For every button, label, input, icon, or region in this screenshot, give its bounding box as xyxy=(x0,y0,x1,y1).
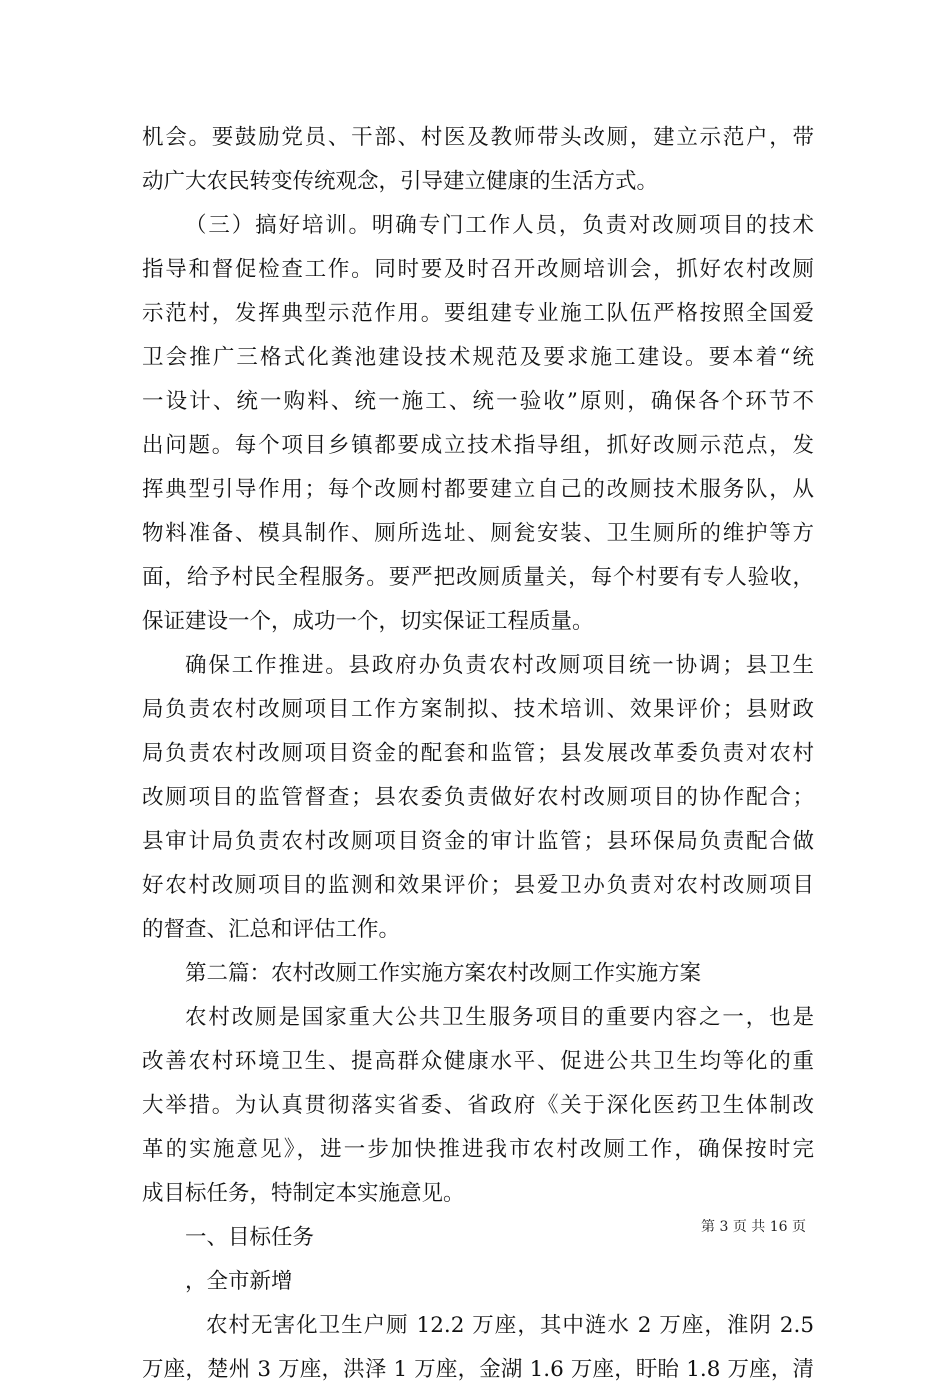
text-line: 成目标任务，特制定本实施意见。 xyxy=(142,1181,465,1206)
text-line: 改善农村环境卫生、提高群众健康水平、促进公共卫生均等化的重 xyxy=(142,1049,814,1074)
text-line: 动广大农民转变传统观念，引导建立健康的生活方式。 xyxy=(142,169,659,194)
text-line: 机会。要鼓励党员、干部、村医及教师带头改厕，建立示范户，带 xyxy=(142,125,814,150)
text-line: 示范村，发挥典型示范作用。要组建专业施工队伍严格按照全国爱 xyxy=(142,301,814,326)
text-line: 一设计、统一购料、统一施工、统一验收”原则，确保各个环节不 xyxy=(142,389,814,414)
document-body xyxy=(142,116,814,1392)
text-line: 挥典型引导作用；每个改厕村都要建立自己的改厕技术服务队，从 xyxy=(142,477,814,502)
text-line: ，全市新增 xyxy=(185,1269,293,1294)
text-line: 的督查、汇总和评估工作。 xyxy=(142,917,401,942)
text-line: 农村改厕是国家重大公共卫生服务项目的重要内容之一，也是 xyxy=(185,1005,814,1030)
text-line: 局负责农村改厕项目资金的配套和监管；县发展改革委负责对农村 xyxy=(142,741,814,766)
section-heading-targets: 一、目标任务 xyxy=(185,1225,315,1250)
text-line: 物料准备、模具制作、厕所选址、厕瓮安装、卫生厕所的维护等方 xyxy=(142,521,814,546)
paragraph-heading-training: （三）搞好培训。明确专门工作人员，负责对改厕项目的技术 xyxy=(185,213,814,238)
text-line: 好农村改厕项目的监测和效果评价；县爱卫办负责对农村改厕项目 xyxy=(142,873,814,898)
section-title-part-two: 第二篇：农村改厕工作实施方案农村改厕工作实施方案 xyxy=(185,961,702,986)
text-line: 保证建设一个，成功一个，切实保证工程质量。 xyxy=(142,609,594,634)
text-line: 出问题。每个项目乡镇都要成立技术指导组，抓好改厕示范点，发 xyxy=(142,433,814,458)
text-line: 大举措。为认真贯彻落实省委、省政府《关于深化医药卫生体制改 xyxy=(142,1093,814,1118)
page-number-footer: 第 3 页 共 16 页 xyxy=(701,1219,806,1235)
text-line: 万座，楚州 3 万座，洪泽 1 万座，金湖 1.6 万座，盱眙 1.8 万座，清 xyxy=(142,1357,814,1382)
text-line: 农村无害化卫生户厕 12.2 万座，其中涟水 2 万座，淮阴 2.5 xyxy=(206,1313,814,1338)
text-line: 卫会推广三格式化粪池建设技术规范及要求施工建设。要本着“统 xyxy=(142,345,814,370)
text-line: 局负责农村改厕项目工作方案制拟、技术培训、效果评价；县财政 xyxy=(142,697,814,722)
paragraph-heading-progress: 确保工作推进。县政府办负责农村改厕项目统一协调；县卫生 xyxy=(185,653,814,678)
text-line: 面，给予村民全程服务。要严把改厕质量关，每个村要有专人验收， xyxy=(142,565,814,590)
text-line: 革的实施意见》，进一步加快推进我市农村改厕工作，确保按时完 xyxy=(142,1137,814,1162)
text-line: 指导和督促检查工作。同时要及时召开改厕培训会，抓好农村改厕 xyxy=(142,257,814,282)
text-line: 改厕项目的监管督查；县农委负责做好农村改厕项目的协作配合； xyxy=(142,785,814,810)
text-line: 县审计局负责农村改厕项目资金的审计监管；县环保局负责配合做 xyxy=(142,829,814,854)
